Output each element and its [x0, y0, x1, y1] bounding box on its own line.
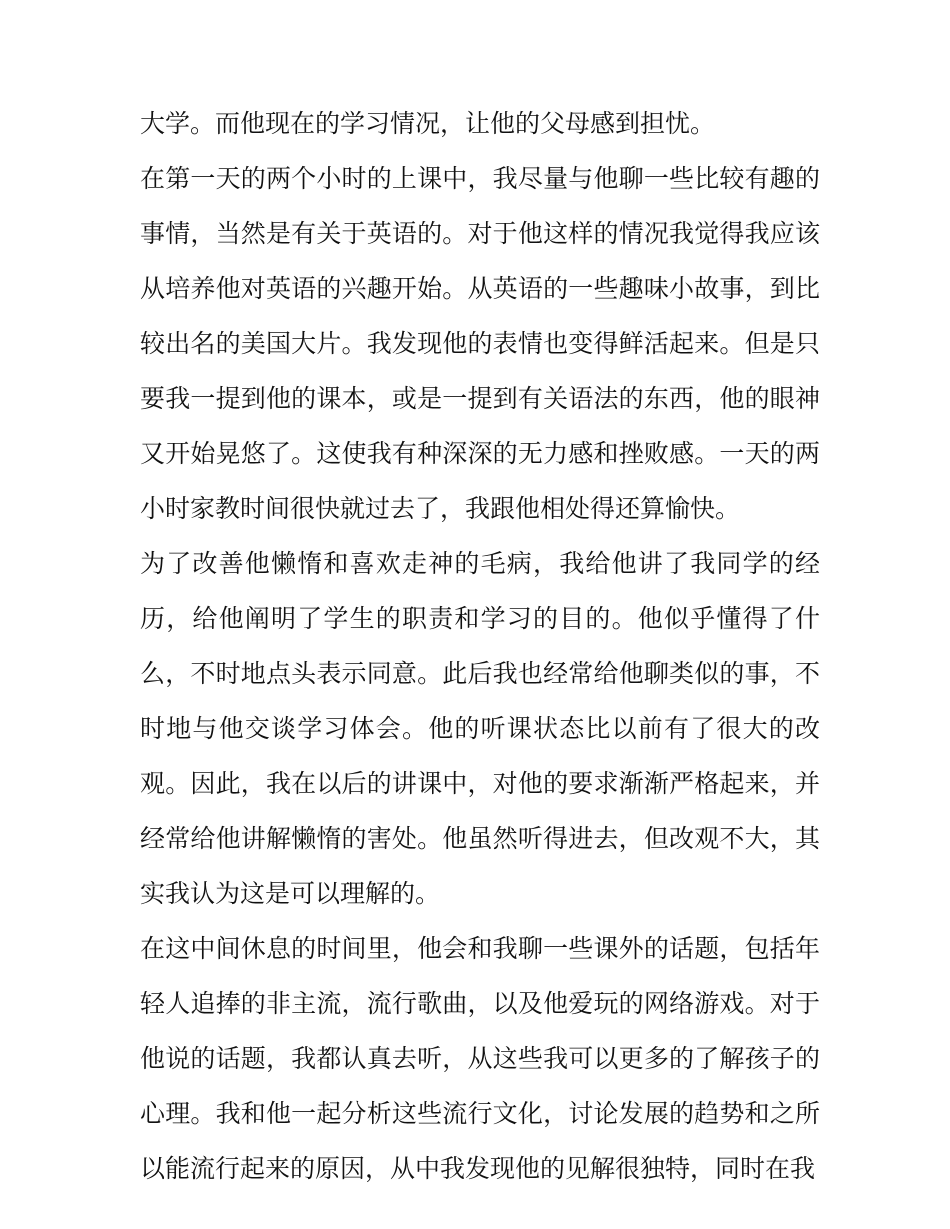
- paragraph: 为了改善他懒惰和喜欢走神的毛病，我给他讲了我同学的经历，给他阐明了学生的职责和学习的目的。他似乎懂得了什么，不时地点头表示同意。此后我也经常给他聊类似的事，不时地与他交谈学习体会。他的听课状态比以前有了很大的改观。因此，我在以后的讲课中，对他的要求渐渐严格起来，并经常给他讲解懒惰的害处。他虽然听得进去，但改观不大，其实我认为这是可以理解的。: [140, 549, 820, 908]
- paragraph: 在这中间休息的时间里，他会和我聊一些课外的话题，包括年轻人追捧的非主流，流行歌曲，以及他爱玩的网络游戏。对于他说的话题，我都认真去听，从这些我可以更多的了解孩子的心理。我和他一起分析这些流行文化，讨论发展的趋势和之所以能流行起来的原因，从中我发现他的见解很独特，同时在我: [140, 934, 820, 1183]
- paragraph: 大学。而他现在的学习情况，让他的父母感到担忧。: [140, 109, 716, 138]
- document-text-body: [140, 96, 820, 1196]
- paragraph: 在第一天的两个小时的上课中，我尽量与他聊一些比较有趣的事情，当然是有关于英语的。对于他这样的情况我觉得我应该从培养他对英语的兴趣开始。从英语的一些趣味小故事，到比较出名的美国大片。我发现他的表情也变得鲜活起来。但是只要我一提到他的课本，或是一提到有关语法的东西，他的眼神又开始晃悠了。这使我有种深深的无力感和挫败感。一天的两小时家教时间很快就过去了，我跟他相处得还算愉快。: [140, 164, 820, 523]
